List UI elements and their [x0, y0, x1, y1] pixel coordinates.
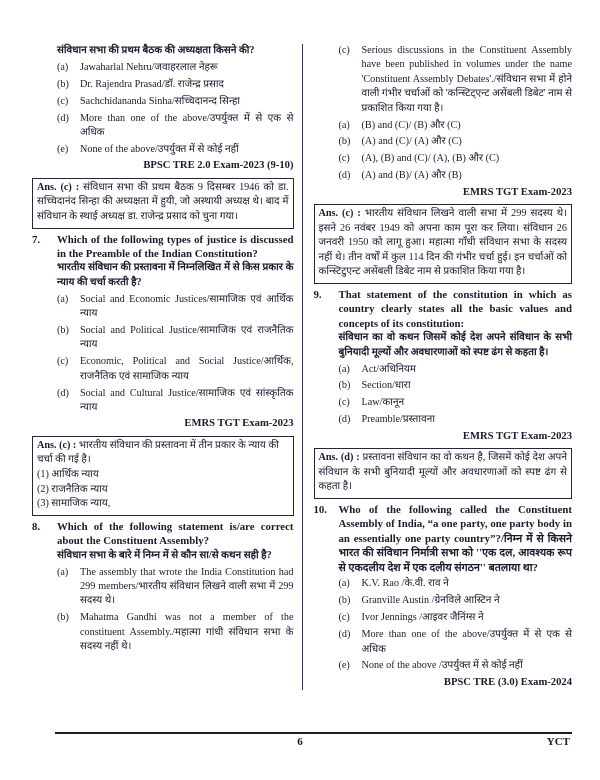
answer-text: संविधान सभा की प्रथम बैठक 9 दिसम्बर 1946 को डा. सच्चिदानंद सिन्हा की अध्यक्षता में हुयी, जो अस्थायी अध्यक्ष थे। बाद में संविधान के स्थाई अध्यक्ष डा. राजेन्द्र प्रसाद को चुना गया। [37, 181, 289, 222]
option-label: (d) [338, 629, 351, 641]
page-number: 6 [297, 736, 303, 748]
option-label: (c) [57, 95, 69, 107]
question-9 [314, 288, 573, 499]
option-row [339, 577, 573, 591]
exam-tag: EMRS TGT Exam-2023 [462, 186, 572, 198]
question-text-hindi: भारतीय संविधान की प्रस्तावना में निम्नलिखित में से किस प्रकार के न्याय की चर्चा करती है? [57, 262, 294, 288]
question-8-continuation [314, 44, 573, 284]
option-text: Law/कानून [361, 397, 405, 409]
option-row [339, 169, 573, 183]
right-column [303, 44, 573, 690]
answer-box [32, 178, 294, 229]
question-text-english: Who of the following called the Constituent Assembly of India, “a one party, one party body in an essentially one party country”?/ [338, 503, 572, 545]
option-label: (c) [338, 612, 350, 624]
answer-label: Ans. (c) : [37, 181, 80, 193]
question-8 [32, 520, 294, 655]
option-row [339, 152, 573, 166]
option-label: (c) [338, 45, 350, 56]
option-text: None of the above/उपर्युक्त में से कोई नहीं [80, 143, 239, 155]
option-text: Act/अधिनियम [361, 363, 417, 375]
question-7 [32, 233, 294, 516]
option-row [57, 95, 294, 109]
option-label: (d) [338, 170, 351, 182]
option-row [57, 566, 294, 609]
option-text: More than one of the above/उपर्युक्त में से एक से अधिक [80, 112, 294, 139]
option-label: (a) [57, 566, 69, 578]
option-row [57, 387, 294, 416]
answer-text: भारतीय संविधान लिखने वाली सभा में 299 सदस्य थे। इसने 26 नवंबर 1949 को अपना काम पूरा कर लिया। संविधान 26 जनवरी 1950 को लागू हुआ। महात्मा गाँधी संविधान सभा के सदस्य नहीं थे। तीन वर्षों में कुल 114 दिन की गंभीर चर्चा हुई। इन चर्चाओं को कन्स्टिटुएन्ट असेंबली डिबेट नाम से प्रकाशित किया गया है। [318, 208, 568, 278]
question-text-english: Which of the following types of justice is discussed in the Preamble of the Indian Constitution? [57, 233, 294, 260]
option-row [57, 61, 294, 75]
option-text: More than one of the above/उपर्युक्त में से एक से अधिक [361, 629, 572, 655]
option-text: K.V. Rao /के.वी. राव ने [361, 578, 449, 590]
option-row [339, 44, 573, 116]
option-label: (c) [338, 153, 350, 165]
option-row [339, 611, 573, 625]
option-row [57, 143, 294, 157]
question-text-hindi: संविधान का वो कथन जिसमें कोई देश अपने संविधान के सभी बुनियादी मूल्यों और अवधारणाओं को स्पष्ट ढंग से कहता है। [338, 332, 572, 358]
option-row [57, 112, 294, 141]
option-label: (b) [338, 595, 351, 607]
option-text: (A) and (B)/ (A) और (B) [361, 170, 462, 182]
two-column-layout [32, 44, 572, 690]
option-label: (b) [338, 380, 351, 392]
exam-tag: EMRS TGT Exam-2023 [184, 418, 294, 430]
answer-list-item: (3) सामाजिक न्याय, [37, 498, 111, 510]
question-text-bilingual [339, 503, 573, 575]
question-6 [32, 44, 294, 229]
option-label: (e) [338, 660, 350, 672]
option-label: (b) [338, 136, 351, 148]
option-text: Economic, Political and Social Justice/आर्थिक, राजनैतिक एवं सामाजिक न्याय [80, 356, 294, 382]
option-label: (b) [57, 78, 69, 90]
option-text: Preamble/प्रस्तावना [361, 414, 435, 426]
answer-list-item: (1) आर्थिक न्याय [37, 469, 99, 480]
footer-rule [55, 732, 572, 734]
option-row [339, 363, 573, 377]
option-row [339, 594, 573, 608]
option-text: (A) and (C)/ (A) और (C) [361, 136, 462, 148]
question-number: 10. [313, 503, 327, 516]
option-label: (a) [57, 61, 69, 73]
option-label: (c) [57, 356, 69, 368]
option-text: (A), (B) and (C)/ (A), (B) और (C) [361, 153, 500, 165]
option-row [57, 355, 294, 384]
answer-box [314, 448, 573, 499]
option-row [339, 396, 573, 410]
exam-tag: BPSC TRE 2.0 Exam-2023 (9-10) [143, 160, 294, 172]
option-row [339, 628, 573, 657]
option-text: Social and Cultural Justice/सामाजिक एवं सांस्कृतिक न्याय [80, 387, 294, 413]
option-row [57, 78, 294, 92]
question-text-english: Which of the following statement is/are correct about the Constituent Assembly? [57, 520, 294, 548]
option-label: (a) [57, 293, 69, 305]
option-row [339, 119, 573, 133]
exam-tag: BPSC TRE (3.0) Exam-2024 [443, 676, 572, 688]
question-text-english: That statement of the constitution in which as country clearly states all the basic values and concepts of its constitution: [338, 289, 572, 330]
option-text: The assembly that wrote the India Constitution had 299 members/भारतीय संविधान लिखने वाली सभा में 299 सदस्य थे। [80, 566, 294, 607]
answer-list-item: (2) राजनैतिक न्याय [37, 483, 108, 495]
option-text: Granville Austin /ग्रेनविले आस्टिन ने [361, 595, 500, 607]
option-text: Section/धारा [361, 380, 411, 392]
option-row [57, 293, 294, 322]
option-row [339, 379, 573, 393]
question-number: 8. [32, 520, 41, 533]
left-column [32, 44, 302, 690]
option-text: Serious discussions in the Constituent Assembly have been published in volumes under the name 'Constituent Assembly Debates'./संविधान सभा में होने वाली गंभीर चर्चाओं को 'कन्स्टिट्एन्ट असेंबली डिबेट' नाम से प्रकाशित किया गया है। [361, 45, 572, 114]
answer-box [32, 436, 294, 516]
question-text-hindi: निम्न में से किसने भारत की संविधान निर्मात्री सभा को ''एक दल, आवश्यक रूप से एकदलीय देश में एक दलीय संगठन'' बतलाया था? [338, 532, 572, 574]
option-text: Mahatma Gandhi was not a member of the constituent Assembly./महात्मा गांधी संविधान सभा के सदस्य नहीं थे। [80, 612, 294, 653]
question-text-hindi: संविधान सभा की प्रथम बैठक की अध्यक्षता किसने की? [57, 45, 255, 56]
option-label: (d) [338, 414, 351, 426]
option-label: (a) [338, 363, 350, 375]
answer-box [314, 204, 573, 284]
option-row [339, 413, 573, 427]
answer-text: भारतीय संविधान की प्रस्तावना में तीन प्रकार के न्याय की चर्चा की गई है। [37, 439, 279, 466]
option-label: (e) [57, 143, 69, 155]
option-text: (B) and (C)/ (B) और (C) [361, 119, 461, 131]
question-10 [314, 503, 573, 690]
option-label: (a) [338, 119, 350, 131]
option-label: (d) [57, 112, 69, 124]
answer-label: Ans. (c) : [318, 208, 361, 220]
question-text-hindi: संविधान सभा के बारे में निम्न में से कौन सा/से कथन सही है? [57, 549, 272, 561]
option-row [57, 611, 294, 654]
option-text: Social and Political Justice/सामाजिक एवं राजनैतिक न्याय [80, 324, 294, 351]
exam-tag: EMRS TGT Exam-2023 [462, 430, 572, 442]
option-label: (b) [57, 612, 69, 624]
option-label: (b) [57, 324, 69, 336]
option-label: (d) [57, 387, 69, 399]
option-text: Jawaharlal Nehru/जवाहरलाल नेहरू [80, 61, 218, 73]
question-number: 9. [313, 289, 322, 302]
option-row [339, 659, 573, 673]
answer-label: Ans. (c) : [37, 439, 77, 451]
option-label: (c) [338, 397, 350, 409]
answer-label: Ans. (d) : [318, 452, 360, 464]
option-text: None of the above /उपर्युक्त में से कोई नहीं [361, 660, 523, 672]
option-text: Sachchidananda Sinha/सच्चिदानन्द सिन्हा [80, 95, 241, 107]
option-row [57, 324, 294, 353]
publisher-mark: YCT [546, 736, 570, 748]
option-row [339, 135, 573, 149]
answer-text: प्रस्तावना संविधान का वो कथन है, जिसमें कोई देश अपने संविधान के सभी बुनियादी मूल्यों और अवधारणाओं को स्पष्ट ढंग से कहता है। [318, 452, 567, 493]
option-text: Ivor Jennings /आइवर जैनिंग्स ने [361, 612, 484, 624]
option-text: Dr. Rajendra Prasad/डॉ. राजेन्द्र प्रसाद [80, 78, 224, 90]
option-label: (a) [338, 578, 350, 590]
question-number: 7. [32, 233, 41, 246]
option-text: Social and Economic Justices/सामाजिक एवं आर्थिक न्याय [80, 293, 294, 320]
